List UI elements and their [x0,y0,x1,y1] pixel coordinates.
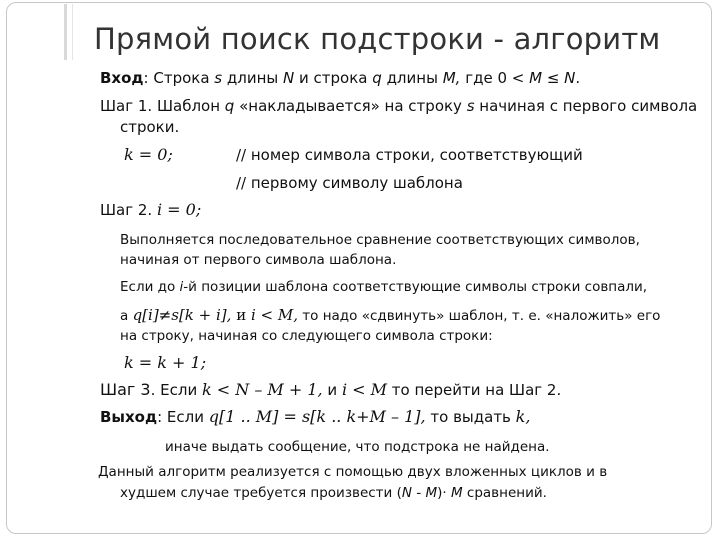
output-expr: q[1 .. M] = s[k .. k+M – 1], [208,407,426,426]
step1-b: «накладывается» на строку [234,97,467,115]
step2-p2b-a: а [120,308,133,324]
step3-b: . Если [150,381,202,399]
step1-code: k = 0; [124,145,173,164]
step3-a: Шаг 3 [100,380,151,399]
step2-head: Шаг 2. [100,201,157,219]
step2-p1a: Выполняется последовательное сравнение соответствующих символов, [120,232,640,248]
step2-p2b [120,305,660,326]
var-n: N [283,69,295,87]
step3-cond1: k < N – M + 1, [201,380,323,399]
step3-d: то перейти на Шаг 2. [387,381,562,399]
summary-l2n: N - M [401,485,438,501]
summary-l2b: )· [437,485,451,501]
step2-p2a [120,277,647,297]
step2-p2a-post: -й позиции шаблона соответствующие символы строки совпали, [183,279,648,295]
step3-c: и [322,381,342,399]
step2-p1b: начиная от первого символа шаблона. [120,252,397,268]
summary-line2 [120,483,547,503]
decorative-rule-thin [72,4,73,60]
step1-s: s [466,97,475,115]
output-b: то выдать [425,408,516,426]
var-q: q [372,69,382,87]
page-title: Прямой поиск подстроки - алгоритм [94,22,661,56]
step2-p2b-expr: q[i]≠s[k + i], [132,306,232,324]
input-text-b: длины [222,69,284,87]
step1-comment1: // номер символа строки, соответствующий [236,146,583,164]
step2-p2b-and: и [231,306,251,324]
var-n2: N [564,69,576,87]
decorative-rule [64,4,67,60]
step1-q: q [224,97,235,115]
var-s: s [214,69,223,87]
step3-line [100,380,561,400]
var-m2: M [529,69,543,87]
step2-p2b-cond: i < M, [250,306,298,324]
input-text-e: где 0 < [460,69,530,87]
input-text-d: длины [381,69,443,87]
output-k: k, [515,407,531,426]
step2-code: i = 0; [156,200,202,219]
summary-l2c: сравнений. [462,485,547,501]
input-text-a: : Строка [143,69,215,87]
step2-line [100,200,201,220]
step3-cond2: i < M [341,380,388,399]
step1-line2: строки. [120,118,180,136]
output-a: : Если [157,408,209,426]
step1-comment2: // первому символу шаблона [236,174,463,192]
input-text-g: . [575,69,581,87]
output-line [100,407,530,427]
step2-p2b-rest: то надо «сдвинуть» шаблон, т. е. «наложить» его [298,308,661,324]
step1-c: начиная с первого символа [474,97,698,115]
step2-code2: k = k + 1; [124,353,207,372]
input-line [100,68,580,88]
step2-p2c: на строку, начиная со следующего символа строки: [120,328,493,344]
input-label: Вход [100,69,144,87]
input-text-c: и строка [294,69,373,87]
step1-line1 [100,96,697,116]
summary-line1: Данный алгоритм реализуется с помощью двух вложенных циклов и в [98,464,608,480]
var-m: M, [442,69,461,87]
summary-l2a: худшем случае требуется произвести ( [120,485,402,501]
step2-p2a-i: i [179,279,184,295]
summary-l2m: M [450,485,463,501]
step1-a: Шаг 1. Шаблон [100,97,225,115]
input-text-f: ≤ [542,69,565,87]
step2-p2a-pre: Если до [120,279,180,295]
output-else: иначе выдать сообщение, что подстрока не найдена. [165,439,550,455]
output-label: Выход [100,408,158,426]
